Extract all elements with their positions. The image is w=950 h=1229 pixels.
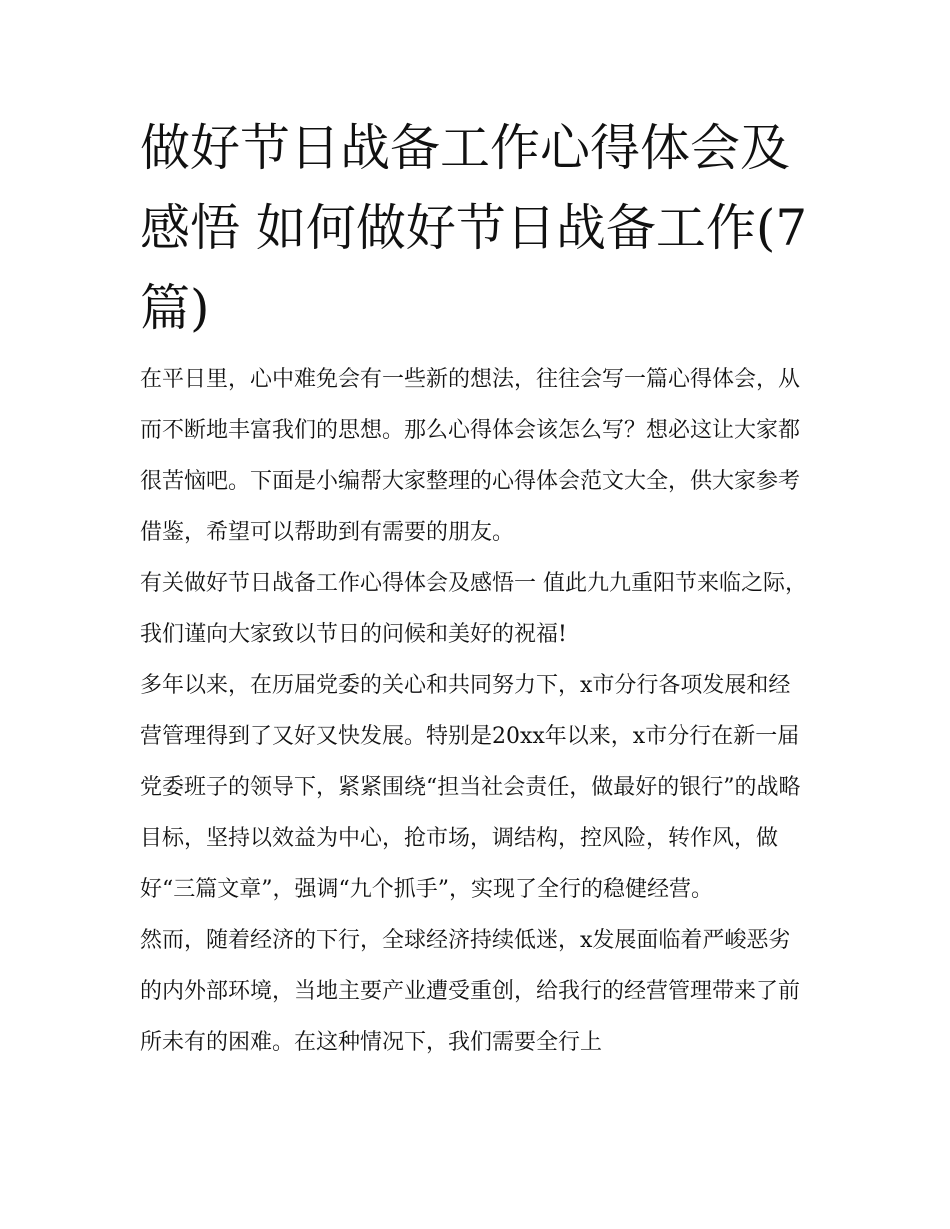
body-paragraph: 然而，随着经济的下行，全球经济持续低迷，x发展面临着严峻恶劣的内外部环境，当地主要产业遭受重创，给我行的经营管理带来了前所未有的困难。在这种情况下，我们需要全行上	[140, 928, 801, 1055]
intro-paragraph: 在平日里，心中难免会有一些新的想法，往往会写一篇心得体会，从而不断地丰富我们的思想。那么心得体会该怎么写？想必这让大家都很苦恼吧。下面是小编帮大家整理的心得体会范文大全，供大家参考借鉴，希望可以帮助到有需要的朋友。	[140, 367, 801, 545]
body-paragraph: 多年以来，在历届党委的关心和共同努力下，x市分行各项发展和经营管理得到了又好又快发展。特别是20xx年以来，x市分行在新一届党委班子的领导下，紧紧围绕“担当社会责任，做最好的银行”的战略目标，坚持以效益为中心，抢市场，调结构，控风险，转作风，做好“三篇文章”，强调“九个抓手”，实现了全行的稳健经营。	[140, 673, 801, 902]
document-title: 做好节日战备工作心得体会及感悟 如何做好节日战备工作(7篇)	[140, 119, 808, 337]
section-heading-paragraph: 有关做好节日战备工作心得体会及感悟一 值此九九重阳节来临之际，我们谨向大家致以节日的问候和美好的祝福!	[140, 571, 807, 647]
document-body	[140, 354, 812, 1068]
